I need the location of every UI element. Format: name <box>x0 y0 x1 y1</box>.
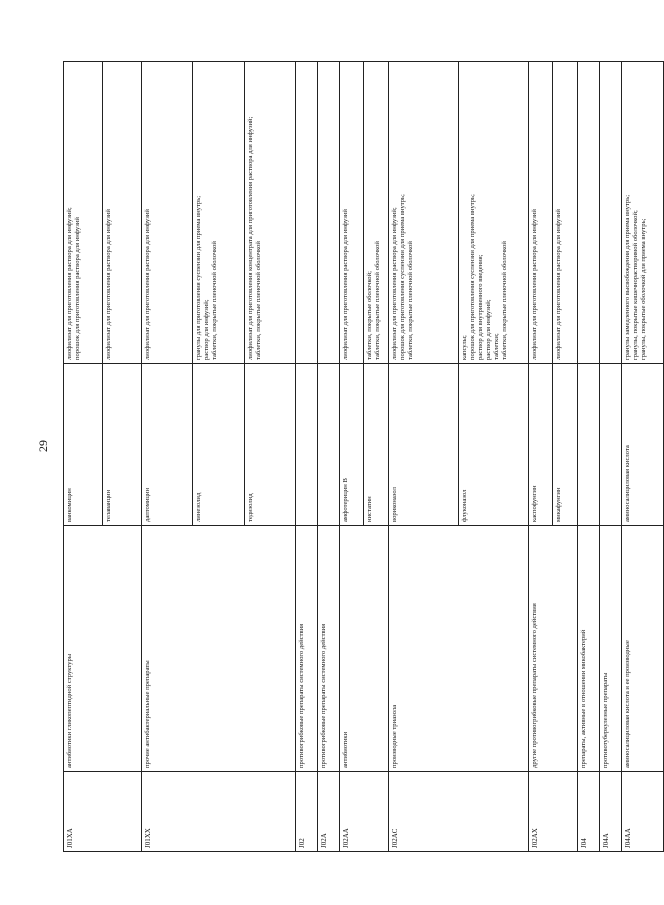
dosage-form-line: порошок для приготовления суспензии для приема внутрь; <box>398 194 406 360</box>
dosage-forms-cell <box>553 62 578 364</box>
dosage-forms-cell <box>64 62 103 364</box>
atc-code-cell: J04A <box>599 772 621 852</box>
atc-code-cell: J01XA <box>64 772 142 852</box>
dosage-forms-cell <box>528 62 553 364</box>
rotated-page <box>63 62 647 852</box>
dosage-form-line: лиофилизат для приготовления раствора для инфузий <box>341 209 349 360</box>
table-row <box>621 62 663 852</box>
atc-code-cell: J01XX <box>142 772 296 852</box>
dosage-form-line: порошок для приготовления раствора для инфузий <box>73 217 81 360</box>
dosage-form-line: таблетки, покрытые пленочной оболочкой <box>406 241 414 360</box>
dosage-forms-cell <box>193 62 244 364</box>
dosage-form-line: лиофилизат для приготовления раствора для инфузий <box>555 209 563 360</box>
table-row <box>577 62 599 852</box>
group-name-cell: препараты, активные в отношении микобактерий <box>577 526 599 772</box>
dosage-form-line: капсулы; <box>460 335 468 360</box>
group-name-cell: аминосалициловая кислота и ее производные <box>621 526 663 772</box>
group-name-cell: производные триазола <box>388 526 528 772</box>
drug-table-body <box>64 62 664 852</box>
dosage-forms-cell <box>621 62 663 364</box>
dosage-form-line: лиофилизат для приготовления раствора для инфузий; <box>390 207 398 360</box>
dosage-form-line: гранулы замедленного высвобождения для приема внутрь; <box>623 194 631 360</box>
drug-name-cell: каспофунгин <box>528 364 553 526</box>
group-name-cell: противотуберкулезные препараты <box>599 526 621 772</box>
dosage-form-line: раствор для инфузий; <box>484 299 492 360</box>
dosage-form-line: таблетки, покрытые пленочной оболочкой <box>374 241 382 360</box>
dosage-forms-cell <box>388 62 458 364</box>
drug-name-cell: тедизолид <box>244 364 295 526</box>
dosage-forms-cell <box>577 62 599 364</box>
group-name-cell: прочие антибактериальные препараты <box>142 526 296 772</box>
dosage-form-line: гранулы, покрытые оболочкой для приема внутрь; <box>639 218 647 360</box>
atc-code-cell: J02A <box>317 772 339 852</box>
dosage-form-line: лиофилизат для приготовления раствора для инфузий <box>530 209 538 360</box>
drug-name-cell: ванкомицин <box>64 364 103 526</box>
dosage-forms-cell <box>317 62 339 364</box>
dosage-form-line: лиофилизат для приготовления раствора для инфузий <box>144 209 151 360</box>
drug-name-cell: амфотерицин В <box>339 364 364 526</box>
table-row <box>599 62 621 852</box>
atc-code-cell: J02AC <box>388 772 528 852</box>
drug-name-cell: нистатин <box>364 364 389 526</box>
group-name-cell: противогрибковые препараты системного действия <box>295 526 317 772</box>
group-name-cell: антибиотики <box>339 526 388 772</box>
dosage-form-line: таблетки, покрытые пленочной оболочкой <box>211 241 219 360</box>
group-name-cell: антибиотики гликопептидной структуры <box>64 526 142 772</box>
drug-name-cell: вориконазол <box>388 364 458 526</box>
dosage-forms-cell <box>142 62 193 364</box>
drug-name-cell <box>295 364 317 526</box>
dosage-form-line: раствор для инфузий; <box>203 299 211 360</box>
table-row <box>64 62 103 852</box>
dosage-forms-cell <box>244 62 295 364</box>
table-row <box>142 62 193 852</box>
atc-code-cell: J02AA <box>339 772 388 852</box>
atc-code-cell: J04 <box>577 772 599 852</box>
group-name-cell: противогрибковые препараты системного действия <box>317 526 339 772</box>
drug-name-cell: аминосалициловая кислота <box>621 364 663 526</box>
drug-name-cell <box>599 364 621 526</box>
dosage-form-line: таблетки, покрытые оболочкой; <box>366 271 374 360</box>
page-number: 29 <box>36 440 50 452</box>
atc-code-cell: J02AX <box>528 772 577 852</box>
group-name-cell: другие противогрибковые препараты системного действия <box>528 526 577 772</box>
dosage-form-line: гранулы для приготовления суспензии для приема внутрь; <box>195 195 203 360</box>
drug-name-cell: микафунгин <box>553 364 578 526</box>
dosage-form-line: таблетки, покрытые пленочной оболочкой <box>500 241 508 360</box>
dosage-form-line: лиофилизат для приготовления раствора для инфузий; <box>66 207 73 360</box>
drug-name-cell: телаванцин <box>103 364 142 526</box>
atc-code-cell: J02 <box>295 772 317 852</box>
table-row <box>388 62 458 852</box>
atc-code-cell: J04AA <box>621 772 663 852</box>
dosage-form-line: порошок для приготовления суспензии для приема внутрь; <box>468 194 476 360</box>
table-row <box>317 62 339 852</box>
dosage-forms-cell <box>458 62 528 364</box>
dosage-forms-cell <box>339 62 364 364</box>
drug-name-cell <box>317 364 339 526</box>
dosage-form-line: таблетки; <box>492 333 500 360</box>
dosage-forms-cell <box>599 62 621 364</box>
table-row <box>339 62 364 852</box>
dosage-form-line: лиофилизат для приготовления раствора для инфузий <box>105 209 112 360</box>
dosage-form-line: лиофилизат для приготовления концентрата для приготовления раствора для инфузий; <box>246 116 254 360</box>
drug-name-cell <box>577 364 599 526</box>
dosage-forms-cell <box>364 62 389 364</box>
dosage-form-line: таблетки, покрытые пленочной оболочкой <box>254 241 262 360</box>
drug-name-cell: линезолид <box>193 364 244 526</box>
table-row <box>295 62 317 852</box>
dosage-form-line: раствор для внутривенного введения; <box>476 254 484 360</box>
table-row <box>528 62 553 852</box>
drug-name-cell: флуконазол <box>458 364 528 526</box>
dosage-forms-cell <box>103 62 142 364</box>
dosage-form-line: гранулы, покрытые кишечнорастворимой оболочкой; <box>631 210 639 360</box>
drug-name-cell: даптомицин <box>142 364 193 526</box>
dosage-forms-cell <box>295 62 317 364</box>
drug-table <box>63 61 664 852</box>
